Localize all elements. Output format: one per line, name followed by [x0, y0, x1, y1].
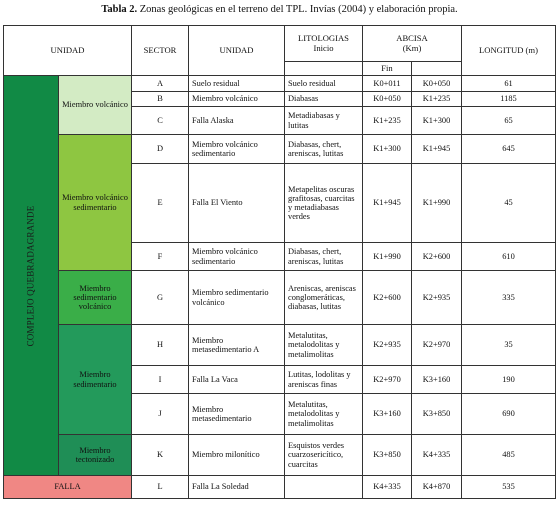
- group-miembro-sedimentario-volcanico: Miembro sedimentario volcánico: [59, 271, 132, 325]
- inicio-cell: K2+970: [363, 366, 412, 394]
- unidad-cell: Falla La Soledad: [189, 476, 285, 499]
- litologia-cell: Esquistos verdes cuarzosericítico, cuarcitas: [285, 435, 363, 476]
- header-litologias-sub: [285, 62, 363, 76]
- sector-cell: G: [132, 271, 189, 325]
- litologia-cell: Lutitas, lodolitas y areniscas finas: [285, 366, 363, 394]
- header-inicio: Inicio: [313, 42, 334, 53]
- longitud-cell: 535: [462, 476, 556, 499]
- inicio-cell: K2+600: [363, 271, 412, 325]
- inicio-cell: K1+300: [363, 135, 412, 164]
- inicio-cell: K1+235: [363, 107, 412, 135]
- table-row: [4, 271, 556, 325]
- inicio-cell: K2+935: [363, 325, 412, 366]
- table-row: [4, 325, 556, 366]
- sector-cell: B: [132, 92, 189, 107]
- table-row: [4, 435, 556, 476]
- header-litologias-label: LITOLOGIAS: [298, 33, 349, 44]
- header-unidad: UNIDAD: [4, 26, 132, 76]
- header-abcisa: [363, 26, 462, 62]
- group-miembro-volcanico: Miembro volcánico: [59, 76, 132, 135]
- litologia-cell: Metapelitas oscuras grafitosas, cuarcitas y metadiabasas verdes: [285, 164, 363, 243]
- unidad-cell: Miembro metasedimentario A: [189, 325, 285, 366]
- longitud-cell: 485: [462, 435, 556, 476]
- longitud-cell: 65: [462, 107, 556, 135]
- unidad-cell: Miembro milonítico: [189, 435, 285, 476]
- sector-cell: C: [132, 107, 189, 135]
- litologia-cell: Areniscas, areniscas conglomeráticas, diabasas, lutitas: [285, 271, 363, 325]
- longitud-cell: 61: [462, 76, 556, 92]
- table-row: [4, 76, 556, 92]
- longitud-cell: 690: [462, 394, 556, 435]
- sector-cell: A: [132, 76, 189, 92]
- header-litologias: [285, 26, 363, 62]
- header-km: (Km): [402, 42, 422, 53]
- unidad-cell: Falla El Viento: [189, 164, 285, 243]
- falla-cell: FALLA: [4, 476, 132, 499]
- sector-cell: H: [132, 325, 189, 366]
- fin-cell: K4+870: [412, 476, 462, 499]
- group-miembro-volcanico-sedimentario: Miembro volcánico sedimentario: [59, 135, 132, 271]
- fin-cell: K2+970: [412, 325, 462, 366]
- fin-cell: K0+050: [412, 76, 462, 92]
- group-miembro-tectonizado: Miembro tectonizado: [59, 435, 132, 476]
- complejo-label: COMPLEJO QUEBRADAGRANDE: [25, 205, 36, 346]
- inicio-cell: K1+945: [363, 164, 412, 243]
- unidad-cell: Suelo residual: [189, 76, 285, 92]
- header-sector: SECTOR: [132, 26, 189, 76]
- fin-cell: K1+300: [412, 107, 462, 135]
- group-miembro-sedimentario: Miembro sedimentario: [59, 325, 132, 435]
- sector-cell: E: [132, 164, 189, 243]
- unidad-cell: Miembro volcánico: [189, 92, 285, 107]
- longitud-cell: 190: [462, 366, 556, 394]
- longitud-cell: 45: [462, 164, 556, 243]
- longitud-cell: 35: [462, 325, 556, 366]
- fin-cell: K3+850: [412, 394, 462, 435]
- inicio-cell: K3+850: [363, 435, 412, 476]
- sector-cell: F: [132, 243, 189, 271]
- header-unidad-2: UNIDAD: [189, 26, 285, 76]
- longitud-cell: 645: [462, 135, 556, 164]
- inicio-cell: K4+335: [363, 476, 412, 499]
- litologia-cell: Diabasas, chert, areniscas, lutitas: [285, 135, 363, 164]
- unidad-cell: Miembro volcánico sedimentario: [189, 135, 285, 164]
- sector-cell: D: [132, 135, 189, 164]
- fin-cell: K2+935: [412, 271, 462, 325]
- caption-text: Zonas geológicas en el terreno del TPL. Invías (2004) y elaboración propia.: [139, 4, 458, 15]
- header-longitud: LONGITUD (m): [462, 26, 556, 76]
- litologia-cell: Suelo residual: [285, 76, 363, 92]
- unidad-cell: Miembro sedimentario volcánico: [189, 271, 285, 325]
- header-abcisa-sub: [412, 62, 462, 76]
- caption-label: Tabla 2.: [101, 4, 138, 15]
- litologia-cell: Metalutitas, metalodolitas y metalimolitas: [285, 325, 363, 366]
- geology-table: [3, 25, 556, 499]
- fin-cell: K3+160: [412, 366, 462, 394]
- unidad-cell: Falla Alaska: [189, 107, 285, 135]
- litologia-cell: Metalutitas, metalodolitas y metalimolitas: [285, 394, 363, 435]
- fin-cell: K1+990: [412, 164, 462, 243]
- header-fin: Fin: [363, 62, 412, 76]
- sector-cell: L: [132, 476, 189, 499]
- unidad-cell: Miembro metasedimentario: [189, 394, 285, 435]
- inicio-cell: K3+160: [363, 394, 412, 435]
- header-row: [4, 26, 556, 44]
- litologia-cell: Diabasas: [285, 92, 363, 107]
- table-row: [4, 135, 556, 164]
- fin-cell: K2+600: [412, 243, 462, 271]
- table-row: [4, 476, 556, 499]
- longitud-cell: 335: [462, 271, 556, 325]
- litologia-cell: Diabasas, chert, areniscas, lutitas: [285, 243, 363, 271]
- longitud-cell: 1185: [462, 92, 556, 107]
- fin-cell: K1+235: [412, 92, 462, 107]
- complejo-cell: [4, 76, 59, 476]
- inicio-cell: K0+011: [363, 76, 412, 92]
- fin-cell: K1+945: [412, 135, 462, 164]
- inicio-cell: K0+050: [363, 92, 412, 107]
- sector-cell: I: [132, 366, 189, 394]
- fin-cell: K4+335: [412, 435, 462, 476]
- unidad-cell: Falla La Vaca: [189, 366, 285, 394]
- sector-cell: J: [132, 394, 189, 435]
- header-abcisa-label: ABCISA: [396, 33, 428, 44]
- unidad-cell: Miembro volcánico sedimentario: [189, 243, 285, 271]
- longitud-cell: 610: [462, 243, 556, 271]
- table-caption: [0, 4, 559, 15]
- sector-cell: K: [132, 435, 189, 476]
- inicio-cell: K1+990: [363, 243, 412, 271]
- litologia-cell: Metadiabasas y lutitas: [285, 107, 363, 135]
- litologia-cell: [285, 476, 363, 499]
